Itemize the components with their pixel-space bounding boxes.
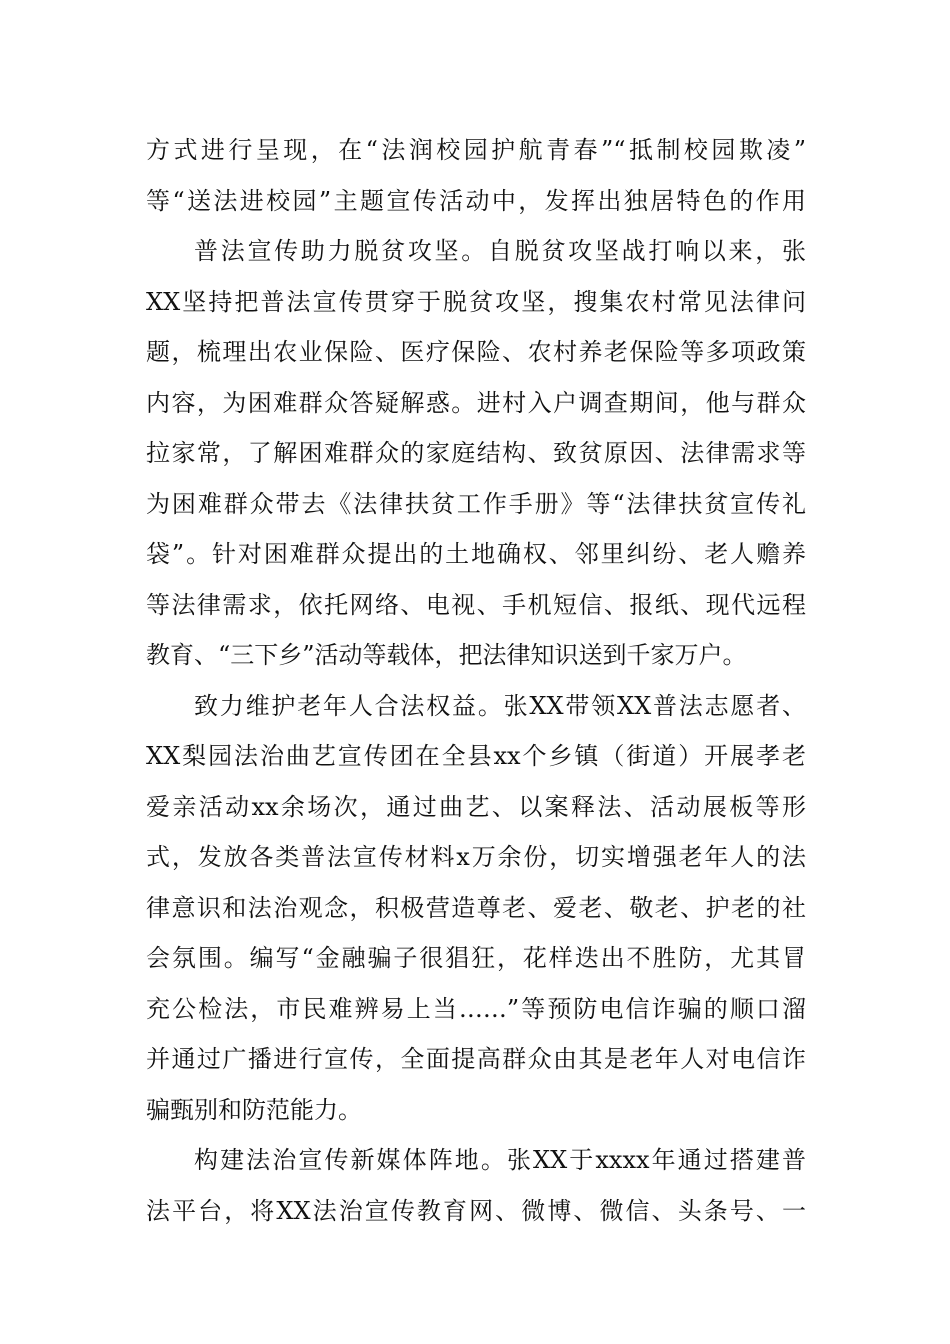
text-line: 爱亲活动xx余场次，通过曲艺、以案释法、活动展板等形: [146, 792, 806, 821]
body-text: [146, 125, 806, 1236]
text-line: 并通过广播进行宣传，全面提高群众由其是老年人对电信诈: [146, 1045, 806, 1073]
text-line: 式，发放各类普法宣传材料x万余份，切实增强老年人的法: [146, 843, 806, 871]
text-line: 内容，为困难群众答疑解惑。进村入户调查期间，他与群众: [146, 388, 806, 417]
text-line: 方式进行呈现，在“法润校园护航青春”“抵制校园欺凌”: [146, 136, 806, 164]
text-line: 会氛围。编写“金融骗子很猖狂，花样迭出不胜防，尤其冒: [146, 944, 806, 972]
text-line: 袋”。针对困难群众提出的土地确权、邻里纠纷、老人赡养: [146, 540, 806, 568]
text-line: 骗甄别和防范能力。: [146, 1095, 362, 1124]
paragraph-first-line: 致力维护老年人合法权益。张XX带领XX普法志愿者、: [194, 691, 806, 720]
text-line: 为困难群众带去《法律扶贫工作手册》等“法律扶贫宣传礼: [146, 489, 806, 518]
text-line: 律意识和法治观念，积极营造尊老、爱老、敬老、护老的社: [146, 893, 806, 922]
text-line: 法平台，将XX法治宣传教育网、微博、微信、头条号、一: [146, 1196, 806, 1225]
text-line: 题，梳理出农业保险、医疗保险、农村养老保险等多项政策: [146, 338, 806, 366]
text-line: 充公检法，市民难辨易上当……”等预防电信诈骗的顺口溜: [146, 994, 806, 1023]
paragraph-first-line: 普法宣传助力脱贫攻坚。自脱贫攻坚战打响以来，张: [194, 237, 806, 265]
text-line: XX坚持把普法宣传贯穿于脱贫攻坚，搜集农村常见法律问: [146, 287, 806, 316]
text-line: XX梨园法治曲艺宣传团在全县xx个乡镇（街道）开展孝老: [146, 742, 806, 770]
paragraph-first-line: 构建法治宣传新媒体阵地。张XX于xxxx年通过搭建普: [194, 1146, 806, 1174]
text-line: 拉家常，了解困难群众的家庭结构、致贫原因、法律需求等: [146, 439, 806, 467]
text-line: 等“送法进校园”主题宣传活动中，发挥出独居特色的作用: [146, 186, 806, 215]
text-line: 教育、“三下乡”活动等载体，把法律知识送到千家万户。: [146, 641, 747, 669]
text-line: 等法律需求，依托网络、电视、手机短信、报纸、现代远程: [146, 590, 806, 619]
